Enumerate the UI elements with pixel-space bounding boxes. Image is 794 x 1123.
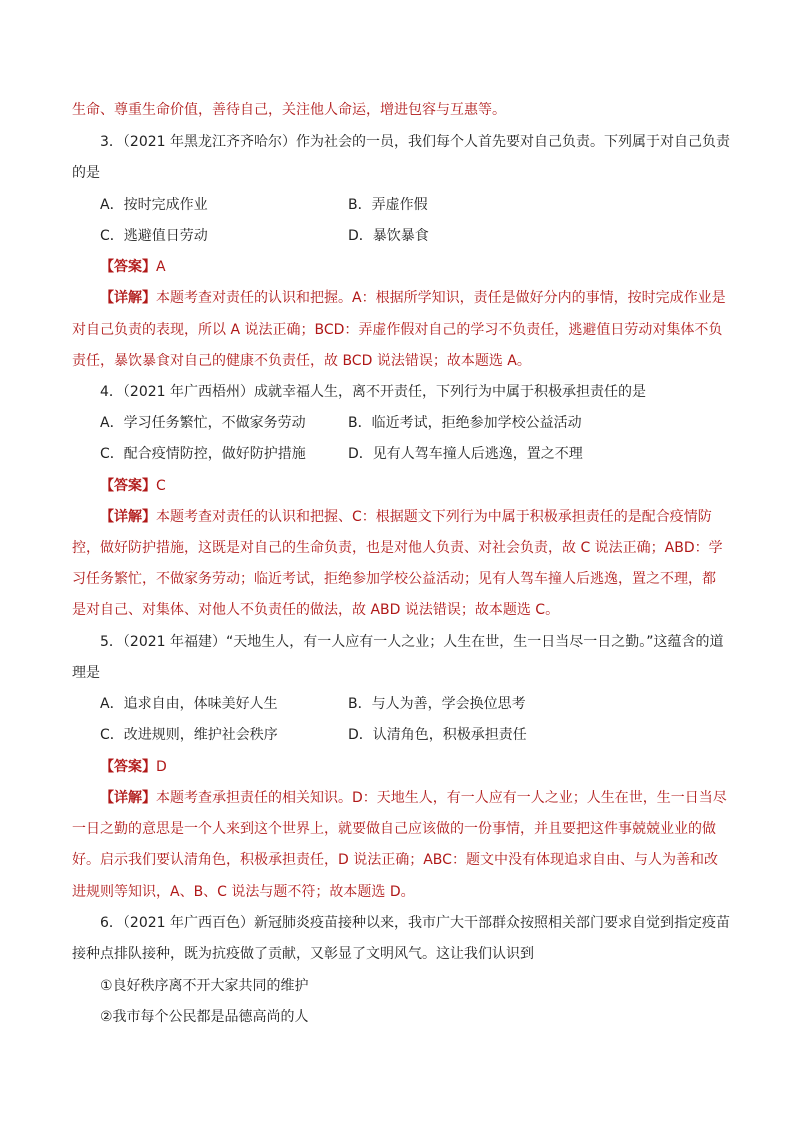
answer-value: D xyxy=(156,759,167,775)
question-3-detail-line-2: 对自己负责的表现，所以 A 说法正确；BCD：弄虚作假对自己的学习不负责任，逃避值日劳动对集体不负 xyxy=(72,322,723,338)
question-4-option-b: B．临近考试，拒绝参加学校公益活动 xyxy=(348,415,582,431)
detail-tag: 【详解】 xyxy=(100,790,156,806)
answer-tag: 【答案】 xyxy=(100,259,156,275)
question-3-detail-line-3: 责任，暴饮暴食对自己的健康不负责任，故 BCD 说法错误；故本题选 A。 xyxy=(72,353,531,369)
question-5-option-b: B．与人为善，学会换位思考 xyxy=(348,696,526,712)
question-3-stem-line-1: 3．（2021 年黑龙江齐齐哈尔）作为社会的一员，我们每个人首先要对自己负责。下列属于对自己负责 xyxy=(100,134,730,150)
question-6-stem-line-2: 接种点排队接种，既为抗疫做了贡献，又彰显了文明风气。这让我们认识到 xyxy=(72,946,534,962)
question-5-answer xyxy=(100,757,167,777)
question-3-detail-line-1 xyxy=(100,288,726,308)
question-5-option-c: C．改进规则，维护社会秩序 xyxy=(100,727,278,743)
detail-tag: 【详解】 xyxy=(100,509,156,525)
question-5-detail-line-3: 好。启示我们要认清角色，积极承担责任，D 说法正确；ABC：题文中没有体现追求自由、与人为善和改 xyxy=(72,852,718,868)
question-3-answer xyxy=(100,257,166,277)
question-4-detail-line-4: 是对自己、对集体、对他人不负责任的做法，故 ABD 说法错误；故本题选 C。 xyxy=(72,602,560,618)
question-5-detail-line-4: 进规则等知识，A、B、C 说法与题不符；故本题选 D。 xyxy=(72,884,415,900)
answer-value: C xyxy=(156,478,166,494)
question-6-stem-line-1: 6．（2021 年广西百色）新冠肺炎疫苗接种以来，我市广大干部群众按照相关部门要求自觉到指定疫苗 xyxy=(100,915,730,931)
question-5-option-a: A．追求自由，体味美好人生 xyxy=(100,696,278,712)
question-3-option-b: B．弄虚作假 xyxy=(348,197,428,213)
question-5-stem-line-2: 理是 xyxy=(72,665,100,681)
question-5-stem-line-1: 5．（2021 年福建）“天地生人，有一人应有一人之业；人生在世，生一日当尽一日之勤。”这蕴含的道 xyxy=(100,634,724,650)
question-4-option-a: A．学习任务繁忙，不做家务劳动 xyxy=(100,415,306,431)
answer-tag: 【答案】 xyxy=(100,478,156,494)
question-6-statement-2: ②我市每个公民都是品德高尚的人 xyxy=(100,1009,309,1025)
question-3-stem-line-2: 的是 xyxy=(72,165,100,181)
answer-tag: 【答案】 xyxy=(100,759,156,775)
question-6-statement-1: ①良好秩序离不开大家共同的维护 xyxy=(100,978,309,994)
question-4-stem-line-1: 4．（2021 年广西梧州）成就幸福人生，离不开责任，下列行为中属于积极承担责任的是 xyxy=(100,384,646,400)
question-4-option-d: D．见有人驾车撞人后逃逸，置之不理 xyxy=(348,446,583,462)
question-4-detail-line-2: 控，做好防护措施，这既是对自己的生命负责，也是对他人负责、对社会负责，故 C 说法正确；ABD：学 xyxy=(72,540,723,556)
question-4-option-c: C．配合疫情防控，做好防护措施 xyxy=(100,446,306,462)
question-4-detail-line-3: 习任务繁忙，不做家务劳动；临近考试，拒绝参加学校公益活动；见有人驾车撞人后逃逸，置之不理，都 xyxy=(72,571,716,587)
detail-tag: 【详解】 xyxy=(100,290,156,306)
question-5-detail-line-2: 一日之勤的意思是一个人来到这个世界上，就要做自己应该做的一份事情，并且要把这件事兢兢业业的做 xyxy=(72,821,716,837)
question-3-option-a: A．按时完成作业 xyxy=(100,197,208,213)
question-3-option-d: D．暴饮暴食 xyxy=(348,228,429,244)
detail-text: 本题考查承担责任的相关知识。D：天地生人，有一人应有一人之业；人生在世，生一日当尽 xyxy=(156,790,727,806)
question-5-detail-line-1 xyxy=(100,788,727,808)
detail-text: 本题考查对责任的认识和把握、C：根据题文下列行为中属于积极承担责任的是配合疫情防 xyxy=(156,509,712,525)
answer-value: A xyxy=(156,259,166,275)
question-4-detail-line-1 xyxy=(100,507,712,527)
detail-text: 本题考查对责任的认识和把握。A：根据所学知识，责任是做好分内的事情，按时完成作业是 xyxy=(156,290,726,306)
question-5-option-d: D．认清角色，积极承担责任 xyxy=(348,727,527,743)
intro-line: 生命、尊重生命价值，善待自己，关注他人命运，增进包容与互惠等。 xyxy=(72,102,506,118)
question-3-option-c: C．逃避值日劳动 xyxy=(100,228,208,244)
question-4-answer xyxy=(100,476,166,496)
